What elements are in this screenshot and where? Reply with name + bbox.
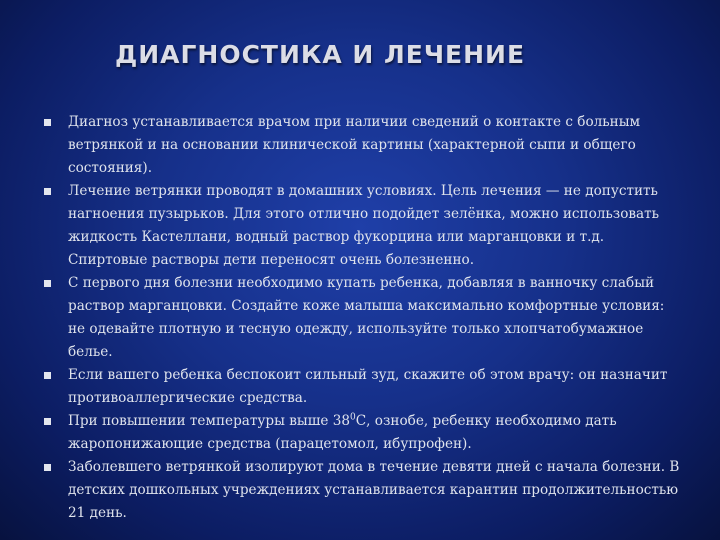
- list-item: [44, 456, 684, 525]
- list-item: [44, 272, 684, 364]
- bullet-list: [44, 111, 684, 525]
- slide-title: ДИАГНОСТИКА И ЛЕЧЕНИЕ: [114, 40, 526, 69]
- list-item: [44, 410, 684, 456]
- list-item-text: Заболевшего ветрянкой изолируют дома в течение девяти дней с начала болезни. В детских дошкольных учреждениях устанавливается карантин продолжительностью 21 день.: [68, 459, 680, 521]
- temperature-text-after: С, ознобе, ребенку необходимо дать жаропонижающие средства (парацетомол, ибупрофен).: [68, 413, 617, 452]
- list-item-text: С первого дня болезни необходимо купать ребенка, добавляя в ванночку слабый раствор марганцовки. Создайте коже малыша максимально комфортные условия: не одевайте плотную и тесную одежду, используйте только хлопчатобумажное белье.: [68, 275, 665, 360]
- square-bullet-icon: [44, 188, 51, 195]
- square-bullet-icon: [44, 418, 51, 425]
- list-item-text: Лечение ветрянки проводят в домашних условиях. Цель лечения — не допустить нагноения пузырьков. Для этого отлично подойдет зелёнка, можно использовать жидкость Кастеллани, водный раствор фукорцина или марганцовки и т.д. Спиртовые растворы дети переносят очень болезненно.: [68, 183, 660, 268]
- list-item: [44, 364, 684, 410]
- square-bullet-icon: [44, 372, 51, 379]
- list-item-text: [68, 413, 617, 452]
- degree-superscript: 0: [350, 412, 356, 423]
- list-item-text: Диагноз устанавливается врачом при наличии сведений о контакте с больным ветрянкой и на основании клинической картины (характерной сыпи и общего состояния).: [68, 114, 641, 176]
- square-bullet-icon: [44, 119, 51, 126]
- square-bullet-icon: [44, 280, 51, 287]
- list-item: [44, 111, 684, 180]
- list-item-text: Если вашего ребенка беспокоит сильный зуд, скажите об этом врачу: он назначит противоаллергические средства.: [68, 367, 668, 406]
- temperature-text-before: При повышении температуры выше 38: [68, 413, 351, 429]
- square-bullet-icon: [44, 464, 51, 471]
- list-item: [44, 180, 684, 272]
